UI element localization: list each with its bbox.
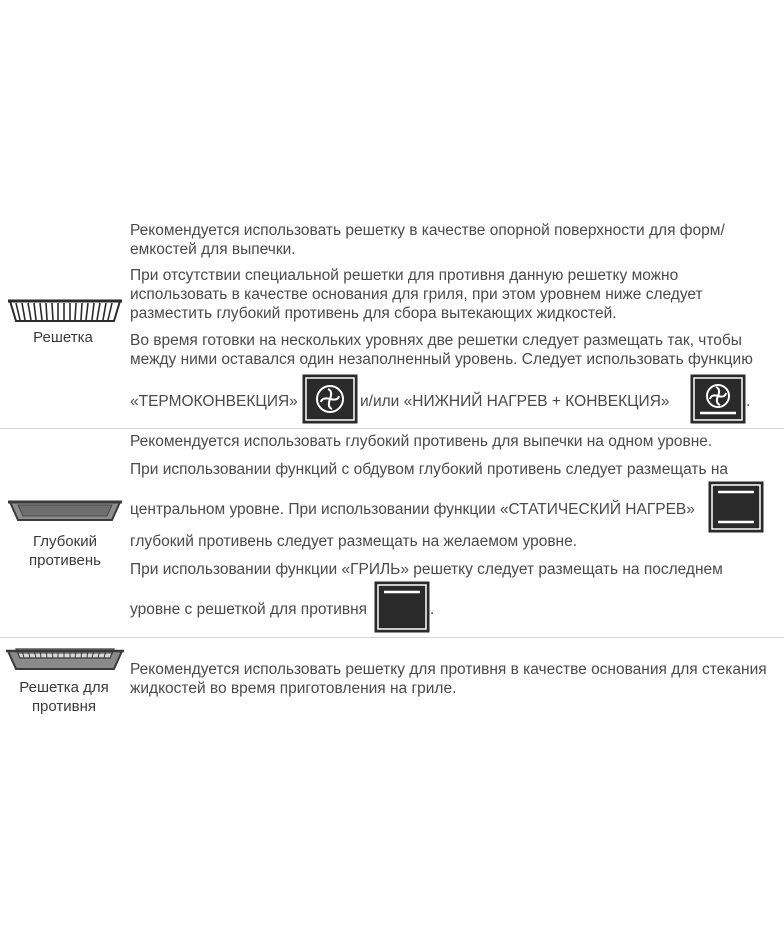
text-line: уровне с решеткой для противня	[130, 601, 368, 618]
grill-icon	[374, 581, 430, 633]
wire-rack-label: Решетка	[33, 329, 93, 346]
text-line: Рекомендуется использовать глубокий противень для выпечки на одном уровне.	[130, 433, 713, 450]
fan-convection-icon	[302, 374, 358, 424]
text-line: При использовании функции «ГРИЛЬ» решетку следует размещать на последнем	[130, 561, 723, 578]
section-divider	[0, 428, 784, 429]
function-name-text: и/или «НИЖНИЙ НАГРЕВ + КОНВЕКЦИЯ»	[360, 393, 670, 410]
section-divider	[0, 637, 784, 638]
deep-tray-icon	[8, 496, 122, 526]
text-line: Во время готовки на нескольких уровнях две решетки следует размещать так, чтобы	[130, 332, 742, 349]
tray-rack-label-line2: противня	[31, 698, 97, 715]
text-line: разместить глубокий противень для сбора вытекающих жидкостей.	[130, 305, 617, 322]
period-text: .	[746, 393, 751, 410]
text-line: между ними оставался один незаполненный уровень. Следует использовать функцию	[130, 351, 753, 368]
deep-tray-label-line1: Глубокий	[33, 533, 97, 550]
text-line: жидкостей во время приготовления на гриле.	[130, 680, 457, 697]
wire-rack-icon	[6, 295, 124, 325]
tray-rack-label-line1: Решетка для	[19, 679, 109, 696]
text-line: Рекомендуется использовать решетку для противня в качестве основания для стекания	[130, 661, 767, 678]
deep-tray-label-line2: противень	[29, 552, 101, 569]
text-line: Рекомендуется использовать решетку в качестве опорной поверхности для форм/	[130, 222, 725, 239]
text-line: использовать в качестве основания для гриля, при этом уровнем ниже следует	[130, 286, 703, 303]
text-line: емкостей для выпечки.	[130, 241, 296, 258]
function-name-text: «ТЕРМОКОНВЕКЦИЯ»	[130, 393, 298, 410]
static-heat-icon	[708, 481, 764, 533]
text-line: центральном уровне. При использовании функции «СТАТИЧЕСКИЙ НАГРЕВ»	[130, 501, 695, 518]
period-text: .	[430, 601, 435, 618]
text-line: При отсутствии специальной решетки для противня данную решетку можно	[130, 267, 679, 284]
text-line: глубокий противень следует размещать на желаемом уровне.	[130, 533, 578, 550]
bottom-heat-convection-icon	[690, 374, 746, 424]
text-line: При использовании функций с обдувом глубокий противень следует размещать на	[130, 461, 729, 478]
tray-rack-icon	[6, 643, 124, 673]
